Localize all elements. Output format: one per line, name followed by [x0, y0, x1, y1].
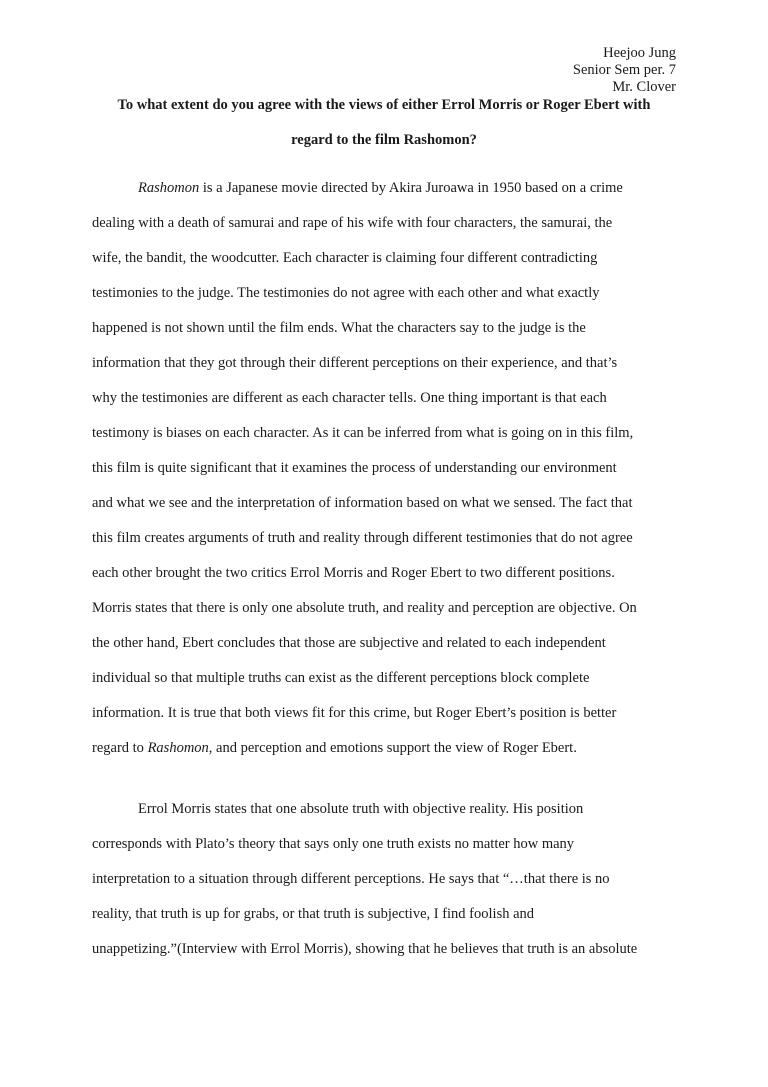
- paragraph-line: information. It is true that both views fit for this crime, but Roger Ebert’s position is better: [92, 705, 617, 721]
- essay-title: [92, 97, 676, 149]
- paragraph-line: why the testimonies are different as each character tells. One thing important is that each: [92, 390, 607, 406]
- paragraph-line: information that they got through their different perceptions on their experience, and that’s: [92, 355, 618, 371]
- paragraph-line: corresponds with Plato’s theory that says only one truth exists no matter how many: [92, 836, 575, 852]
- paragraph-line: [92, 740, 682, 775]
- paragraph-line: each other brought the two critics Errol Morris and Roger Ebert to two different positions.: [92, 565, 615, 581]
- title-line-1: To what extent do you agree with the views of either Errol Morris or Roger Ebert with: [117, 97, 651, 113]
- paragraph-2: [92, 801, 682, 976]
- title-line-2: regard to the film Rashomon?: [291, 132, 477, 148]
- paragraph-line: Morris states that there is only one absolute truth, and reality and perception are objective. On: [92, 600, 637, 616]
- paragraph-line: interpretation to a situation through different perceptions. He says that “…that there is no: [92, 871, 610, 887]
- paragraph-line: this film is quite significant that it examines the process of understanding our environment: [92, 460, 617, 476]
- paragraph-line: testimony is biases on each character. As it can be inferred from what is going on in this film,: [92, 425, 634, 441]
- paragraph-line: Errol Morris states that one absolute truth with objective reality. His position: [138, 801, 584, 817]
- film-title: Rashomon: [138, 180, 200, 196]
- header-block: [573, 45, 676, 96]
- paragraph-line: this film creates arguments of truth and reality through different testimonies that do not agree: [92, 530, 633, 546]
- paragraph-line: reality, that truth is up for grabs, or that truth is subjective, I find foolish and: [92, 906, 535, 922]
- paragraph-line: happened is not shown until the film ends. What the characters say to the judge is the: [92, 320, 586, 336]
- line-text: , and perception and emotions support the view of Roger Ebert.: [208, 740, 577, 756]
- paragraph-line: and what we see and the interpretation of information based on what we sensed. The fact that: [92, 495, 633, 511]
- teacher-name: Mr. Clover: [612, 79, 676, 95]
- paragraph-line: wife, the bandit, the woodcutter. Each character is claiming four different contradicting: [92, 250, 598, 266]
- paragraph-line: [92, 180, 682, 215]
- paragraph-line: unappetizing.”(Interview with Errol Morris), showing that he believes that truth is an absolute: [92, 941, 638, 957]
- paragraph-line: testimonies to the judge. The testimonies do not agree with each other and what exactly: [92, 285, 600, 301]
- paragraph-line: individual so that multiple truths can exist as the different perceptions block complete: [92, 670, 590, 686]
- course-name: Senior Sem per. 7: [572, 62, 676, 78]
- line-text: is a Japanese movie directed by Akira Juroawa in 1950 based on a crime: [199, 180, 623, 196]
- paragraph-line: dealing with a death of samurai and rape of his wife with four characters, the samurai, the: [92, 215, 613, 231]
- paragraph-line: the other hand, Ebert concludes that those are subjective and related to each independent: [92, 635, 606, 651]
- author-name: Heejoo Jung: [603, 45, 676, 61]
- line-text: regard to: [92, 740, 148, 756]
- film-title: Rashomon: [147, 740, 209, 756]
- paragraph-1: [92, 180, 682, 775]
